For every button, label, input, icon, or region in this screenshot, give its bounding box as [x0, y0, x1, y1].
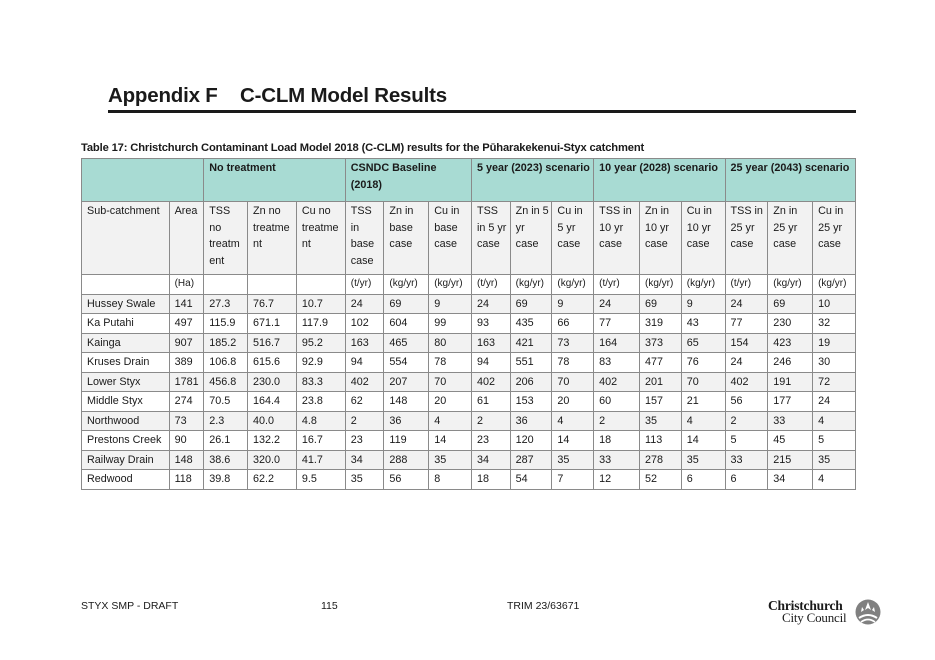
table-cell: 69 [768, 294, 813, 314]
table-cell: 73 [552, 333, 594, 353]
table-cell: 72 [813, 372, 856, 392]
table-cell: 9 [429, 294, 472, 314]
table-cell: 230.0 [247, 372, 296, 392]
subcatchment-name-cell: Lower Styx [82, 372, 170, 392]
table-cell: 10.7 [296, 294, 345, 314]
table-cell: 66 [552, 314, 594, 334]
table-cell: 4 [681, 411, 725, 431]
table-cell: 23 [471, 431, 510, 451]
table-cell: 54 [510, 470, 552, 490]
table-cell: 4 [813, 470, 856, 490]
unit-cell: (kg/yr) [429, 275, 472, 295]
unit-cell: (kg/yr) [681, 275, 725, 295]
table-cell: 8 [429, 470, 472, 490]
column-header-area: Area [169, 202, 204, 275]
table-cell: 33 [594, 450, 640, 470]
table-cell: 154 [725, 333, 768, 353]
table-cell: 4 [813, 411, 856, 431]
subcatchment-name-cell: Railway Drain [82, 450, 170, 470]
table-cell: 2.3 [204, 411, 248, 431]
table-cell: 14 [552, 431, 594, 451]
table-cell: 36 [384, 411, 429, 431]
table-cell: 402 [725, 372, 768, 392]
table-cell: 2 [725, 411, 768, 431]
logo-text-line2: City Council [782, 610, 847, 625]
unit-cell: (t/yr) [471, 275, 510, 295]
table-cell: 24 [594, 294, 640, 314]
table-row [82, 353, 856, 373]
table-body [82, 294, 856, 489]
table-cell: 33 [725, 450, 768, 470]
subcatchment-name-cell: Middle Styx [82, 392, 170, 412]
table-cell: 16.7 [296, 431, 345, 451]
table-cell: 402 [345, 372, 384, 392]
appendix-label: Appendix F [108, 84, 218, 107]
table-cell: 99 [429, 314, 472, 334]
table-cell: 34 [768, 470, 813, 490]
table-cell: 56 [384, 470, 429, 490]
table-cell: 23 [345, 431, 384, 451]
table-cell: 14 [681, 431, 725, 451]
council-logo-icon [854, 598, 882, 626]
table-cell: 907 [169, 333, 204, 353]
table-cell: 141 [169, 294, 204, 314]
table-cell: 14 [429, 431, 472, 451]
unit-cell: (kg/yr) [639, 275, 681, 295]
table-cell: 90 [169, 431, 204, 451]
table-cell: 230 [768, 314, 813, 334]
group-header-10yr: 10 year (2028) scenario [594, 159, 725, 202]
results-table [81, 158, 856, 490]
table-cell: 115.9 [204, 314, 248, 334]
unit-cell: (kg/yr) [384, 275, 429, 295]
table-cell: 671.1 [247, 314, 296, 334]
table-cell: 35 [813, 450, 856, 470]
group-header-5yr: 5 year (2023) scenario [471, 159, 593, 202]
table-cell: 30 [813, 353, 856, 373]
table-cell: 288 [384, 450, 429, 470]
table-cell: 9.5 [296, 470, 345, 490]
council-logo [768, 598, 884, 628]
table-cell: 106.8 [204, 353, 248, 373]
table-cell: 9 [552, 294, 594, 314]
table-cell: 497 [169, 314, 204, 334]
table-cell: 163 [345, 333, 384, 353]
table-cell: 118 [169, 470, 204, 490]
table-caption: Table 17: Christchurch Contaminant Load Model 2018 (C-CLM) results for the Pūharakekenui-Styx catchment [81, 142, 645, 154]
table-cell: 23.8 [296, 392, 345, 412]
table-cell: 1781 [169, 372, 204, 392]
table-cell: 70 [429, 372, 472, 392]
group-header-baseline: CSNDC Baseline (2018) [345, 159, 471, 202]
table-cell: 206 [510, 372, 552, 392]
table-cell: 95.2 [296, 333, 345, 353]
table-cell: 207 [384, 372, 429, 392]
units-row [82, 275, 856, 295]
table-cell: 78 [552, 353, 594, 373]
table-cell: 163 [471, 333, 510, 353]
column-header-sub-catchment: Sub-catchment [82, 202, 170, 275]
table-cell: 69 [639, 294, 681, 314]
table-cell: 38.6 [204, 450, 248, 470]
table-cell: 148 [169, 450, 204, 470]
table-cell: 402 [471, 372, 510, 392]
table-cell: 62 [345, 392, 384, 412]
table-cell: 5 [813, 431, 856, 451]
table-cell: 2 [345, 411, 384, 431]
unit-cell: (Ha) [169, 275, 204, 295]
unit-cell: (kg/yr) [768, 275, 813, 295]
table-cell: 56 [725, 392, 768, 412]
table-row [82, 294, 856, 314]
table-cell: 69 [384, 294, 429, 314]
table-row [82, 314, 856, 334]
table-cell: 70.5 [204, 392, 248, 412]
subcatchment-name-cell: Kainga [82, 333, 170, 353]
table-cell: 402 [594, 372, 640, 392]
table-cell: 191 [768, 372, 813, 392]
table-cell: 164.4 [247, 392, 296, 412]
unit-cell: (kg/yr) [813, 275, 856, 295]
table-cell: 148 [384, 392, 429, 412]
table-cell: 35 [429, 450, 472, 470]
table-cell: 35 [681, 450, 725, 470]
table-row [82, 431, 856, 451]
table-cell: 153 [510, 392, 552, 412]
table-cell: 34 [345, 450, 384, 470]
column-header-zn-in-base-case: Zn in base case [384, 202, 429, 275]
table-cell: 41.7 [296, 450, 345, 470]
column-header-tss-no-treatment: TSS no treatment [204, 202, 248, 275]
group-header-25yr: 25 year (2043) scenario [725, 159, 855, 202]
table-cell: 80 [429, 333, 472, 353]
table-cell: 40.0 [247, 411, 296, 431]
table-cell: 423 [768, 333, 813, 353]
table-cell: 201 [639, 372, 681, 392]
unit-cell: (t/yr) [345, 275, 384, 295]
table-cell: 274 [169, 392, 204, 412]
table-row [82, 333, 856, 353]
table-cell: 278 [639, 450, 681, 470]
column-header-zn-in-5-yr-case: Zn in 5 yr case [510, 202, 552, 275]
table-cell: 456.8 [204, 372, 248, 392]
table-row [82, 470, 856, 490]
table-cell: 61 [471, 392, 510, 412]
column-header-tss-in-5-yr-case: TSS in 5 yr case [471, 202, 510, 275]
table-cell: 20 [429, 392, 472, 412]
unit-cell: (kg/yr) [552, 275, 594, 295]
table-cell: 34 [471, 450, 510, 470]
unit-cell: (t/yr) [725, 275, 768, 295]
table-cell: 21 [681, 392, 725, 412]
unit-cell [296, 275, 345, 295]
table-cell: 9 [681, 294, 725, 314]
table-cell: 465 [384, 333, 429, 353]
table-cell: 76.7 [247, 294, 296, 314]
subcatchment-name-cell: Kruses Drain [82, 353, 170, 373]
table-cell: 389 [169, 353, 204, 373]
column-header-zn-in-25-yr-case: Zn in 25 yr case [768, 202, 813, 275]
table-cell: 26.1 [204, 431, 248, 451]
table-cell: 18 [471, 470, 510, 490]
table-cell: 43 [681, 314, 725, 334]
table-cell: 94 [471, 353, 510, 373]
table-cell: 4 [552, 411, 594, 431]
group-header-row [82, 159, 856, 202]
table-cell: 24 [725, 353, 768, 373]
page-heading [108, 84, 856, 113]
column-header-zn-no-treatment: Zn no treatment [247, 202, 296, 275]
table-cell: 92.9 [296, 353, 345, 373]
table-cell: 83 [594, 353, 640, 373]
table-cell: 477 [639, 353, 681, 373]
table-cell: 120 [510, 431, 552, 451]
table-cell: 19 [813, 333, 856, 353]
footer-page-number: 115 [321, 600, 338, 612]
table-cell: 10 [813, 294, 856, 314]
table-cell: 39.8 [204, 470, 248, 490]
table-cell: 69 [510, 294, 552, 314]
table-cell: 102 [345, 314, 384, 334]
table-cell: 4.8 [296, 411, 345, 431]
table-cell: 77 [594, 314, 640, 334]
table-cell: 76 [681, 353, 725, 373]
column-header-tss-in-25-yr-case: TSS in 25 yr case [725, 202, 768, 275]
table-cell: 4 [429, 411, 472, 431]
table-cell: 177 [768, 392, 813, 412]
table-cell: 94 [345, 353, 384, 373]
table-cell: 2 [594, 411, 640, 431]
column-header-cu-in-25-yr-case: Cu in 25 yr case [813, 202, 856, 275]
table-cell: 70 [681, 372, 725, 392]
table-cell: 319 [639, 314, 681, 334]
table-cell: 45 [768, 431, 813, 451]
table-cell: 246 [768, 353, 813, 373]
table-cell: 35 [639, 411, 681, 431]
table-cell: 421 [510, 333, 552, 353]
unit-cell: (t/yr) [594, 275, 640, 295]
table-row [82, 392, 856, 412]
table-cell: 6 [725, 470, 768, 490]
table-cell: 24 [345, 294, 384, 314]
table-cell: 615.6 [247, 353, 296, 373]
table-cell: 215 [768, 450, 813, 470]
unit-cell [247, 275, 296, 295]
table-cell: 33 [768, 411, 813, 431]
table-cell: 113 [639, 431, 681, 451]
table-cell: 70 [552, 372, 594, 392]
table-cell: 60 [594, 392, 640, 412]
column-header-tss-in-10-yr-case: TSS in 10 yr case [594, 202, 640, 275]
column-header-cu-in-5-yr-case: Cu in 5 yr case [552, 202, 594, 275]
table-row [82, 372, 856, 392]
table-cell: 117.9 [296, 314, 345, 334]
table-cell: 52 [639, 470, 681, 490]
table-cell: 78 [429, 353, 472, 373]
table-cell: 373 [639, 333, 681, 353]
table-cell: 73 [169, 411, 204, 431]
table-cell: 516.7 [247, 333, 296, 353]
column-header-zn-in-10-yr-case: Zn in 10 yr case [639, 202, 681, 275]
column-header-row [82, 202, 856, 275]
column-header-cu-no-treatment: Cu no treatment [296, 202, 345, 275]
table-cell: 62.2 [247, 470, 296, 490]
subcatchment-name-cell: Redwood [82, 470, 170, 490]
table-cell: 36 [510, 411, 552, 431]
table-cell: 551 [510, 353, 552, 373]
table-row [82, 411, 856, 431]
subcatchment-name-cell: Hussey Swale [82, 294, 170, 314]
table-cell: 287 [510, 450, 552, 470]
unit-cell [82, 275, 170, 295]
table-cell: 164 [594, 333, 640, 353]
logo-text-line1: Christchurch [768, 598, 843, 613]
table-row [82, 450, 856, 470]
table-cell: 132.2 [247, 431, 296, 451]
group-header-no-treatment: No treatment [204, 159, 346, 202]
table-cell: 2 [471, 411, 510, 431]
table-cell: 6 [681, 470, 725, 490]
column-header-cu-in-10-yr-case: Cu in 10 yr case [681, 202, 725, 275]
table-cell: 320.0 [247, 450, 296, 470]
table-cell: 12 [594, 470, 640, 490]
table-cell: 435 [510, 314, 552, 334]
table-cell: 157 [639, 392, 681, 412]
table-cell: 20 [552, 392, 594, 412]
table-cell: 83.3 [296, 372, 345, 392]
table-cell: 32 [813, 314, 856, 334]
table-cell: 604 [384, 314, 429, 334]
subcatchment-name-cell: Ka Putahi [82, 314, 170, 334]
table-cell: 554 [384, 353, 429, 373]
unit-cell [204, 275, 248, 295]
subcatchment-name-cell: Prestons Creek [82, 431, 170, 451]
table-cell: 93 [471, 314, 510, 334]
table-cell: 35 [552, 450, 594, 470]
group-header-blank [82, 159, 204, 202]
table-cell: 185.2 [204, 333, 248, 353]
table-cell: 24 [725, 294, 768, 314]
appendix-title: C-CLM Model Results [240, 84, 447, 107]
table-cell: 65 [681, 333, 725, 353]
subcatchment-name-cell: Northwood [82, 411, 170, 431]
table-cell: 27.3 [204, 294, 248, 314]
table-cell: 24 [813, 392, 856, 412]
table-cell: 119 [384, 431, 429, 451]
table-cell: 18 [594, 431, 640, 451]
table-cell: 77 [725, 314, 768, 334]
footer-document-label: STYX SMP - DRAFT [81, 600, 179, 612]
table-cell: 5 [725, 431, 768, 451]
table-cell: 24 [471, 294, 510, 314]
table-cell: 35 [345, 470, 384, 490]
column-header-cu-in-base-case: Cu in base case [429, 202, 472, 275]
table-cell: 7 [552, 470, 594, 490]
column-header-tss-in-base-case: TSS in base case [345, 202, 384, 275]
unit-cell: (kg/yr) [510, 275, 552, 295]
footer-trim-reference: TRIM 23/63671 [507, 600, 580, 612]
